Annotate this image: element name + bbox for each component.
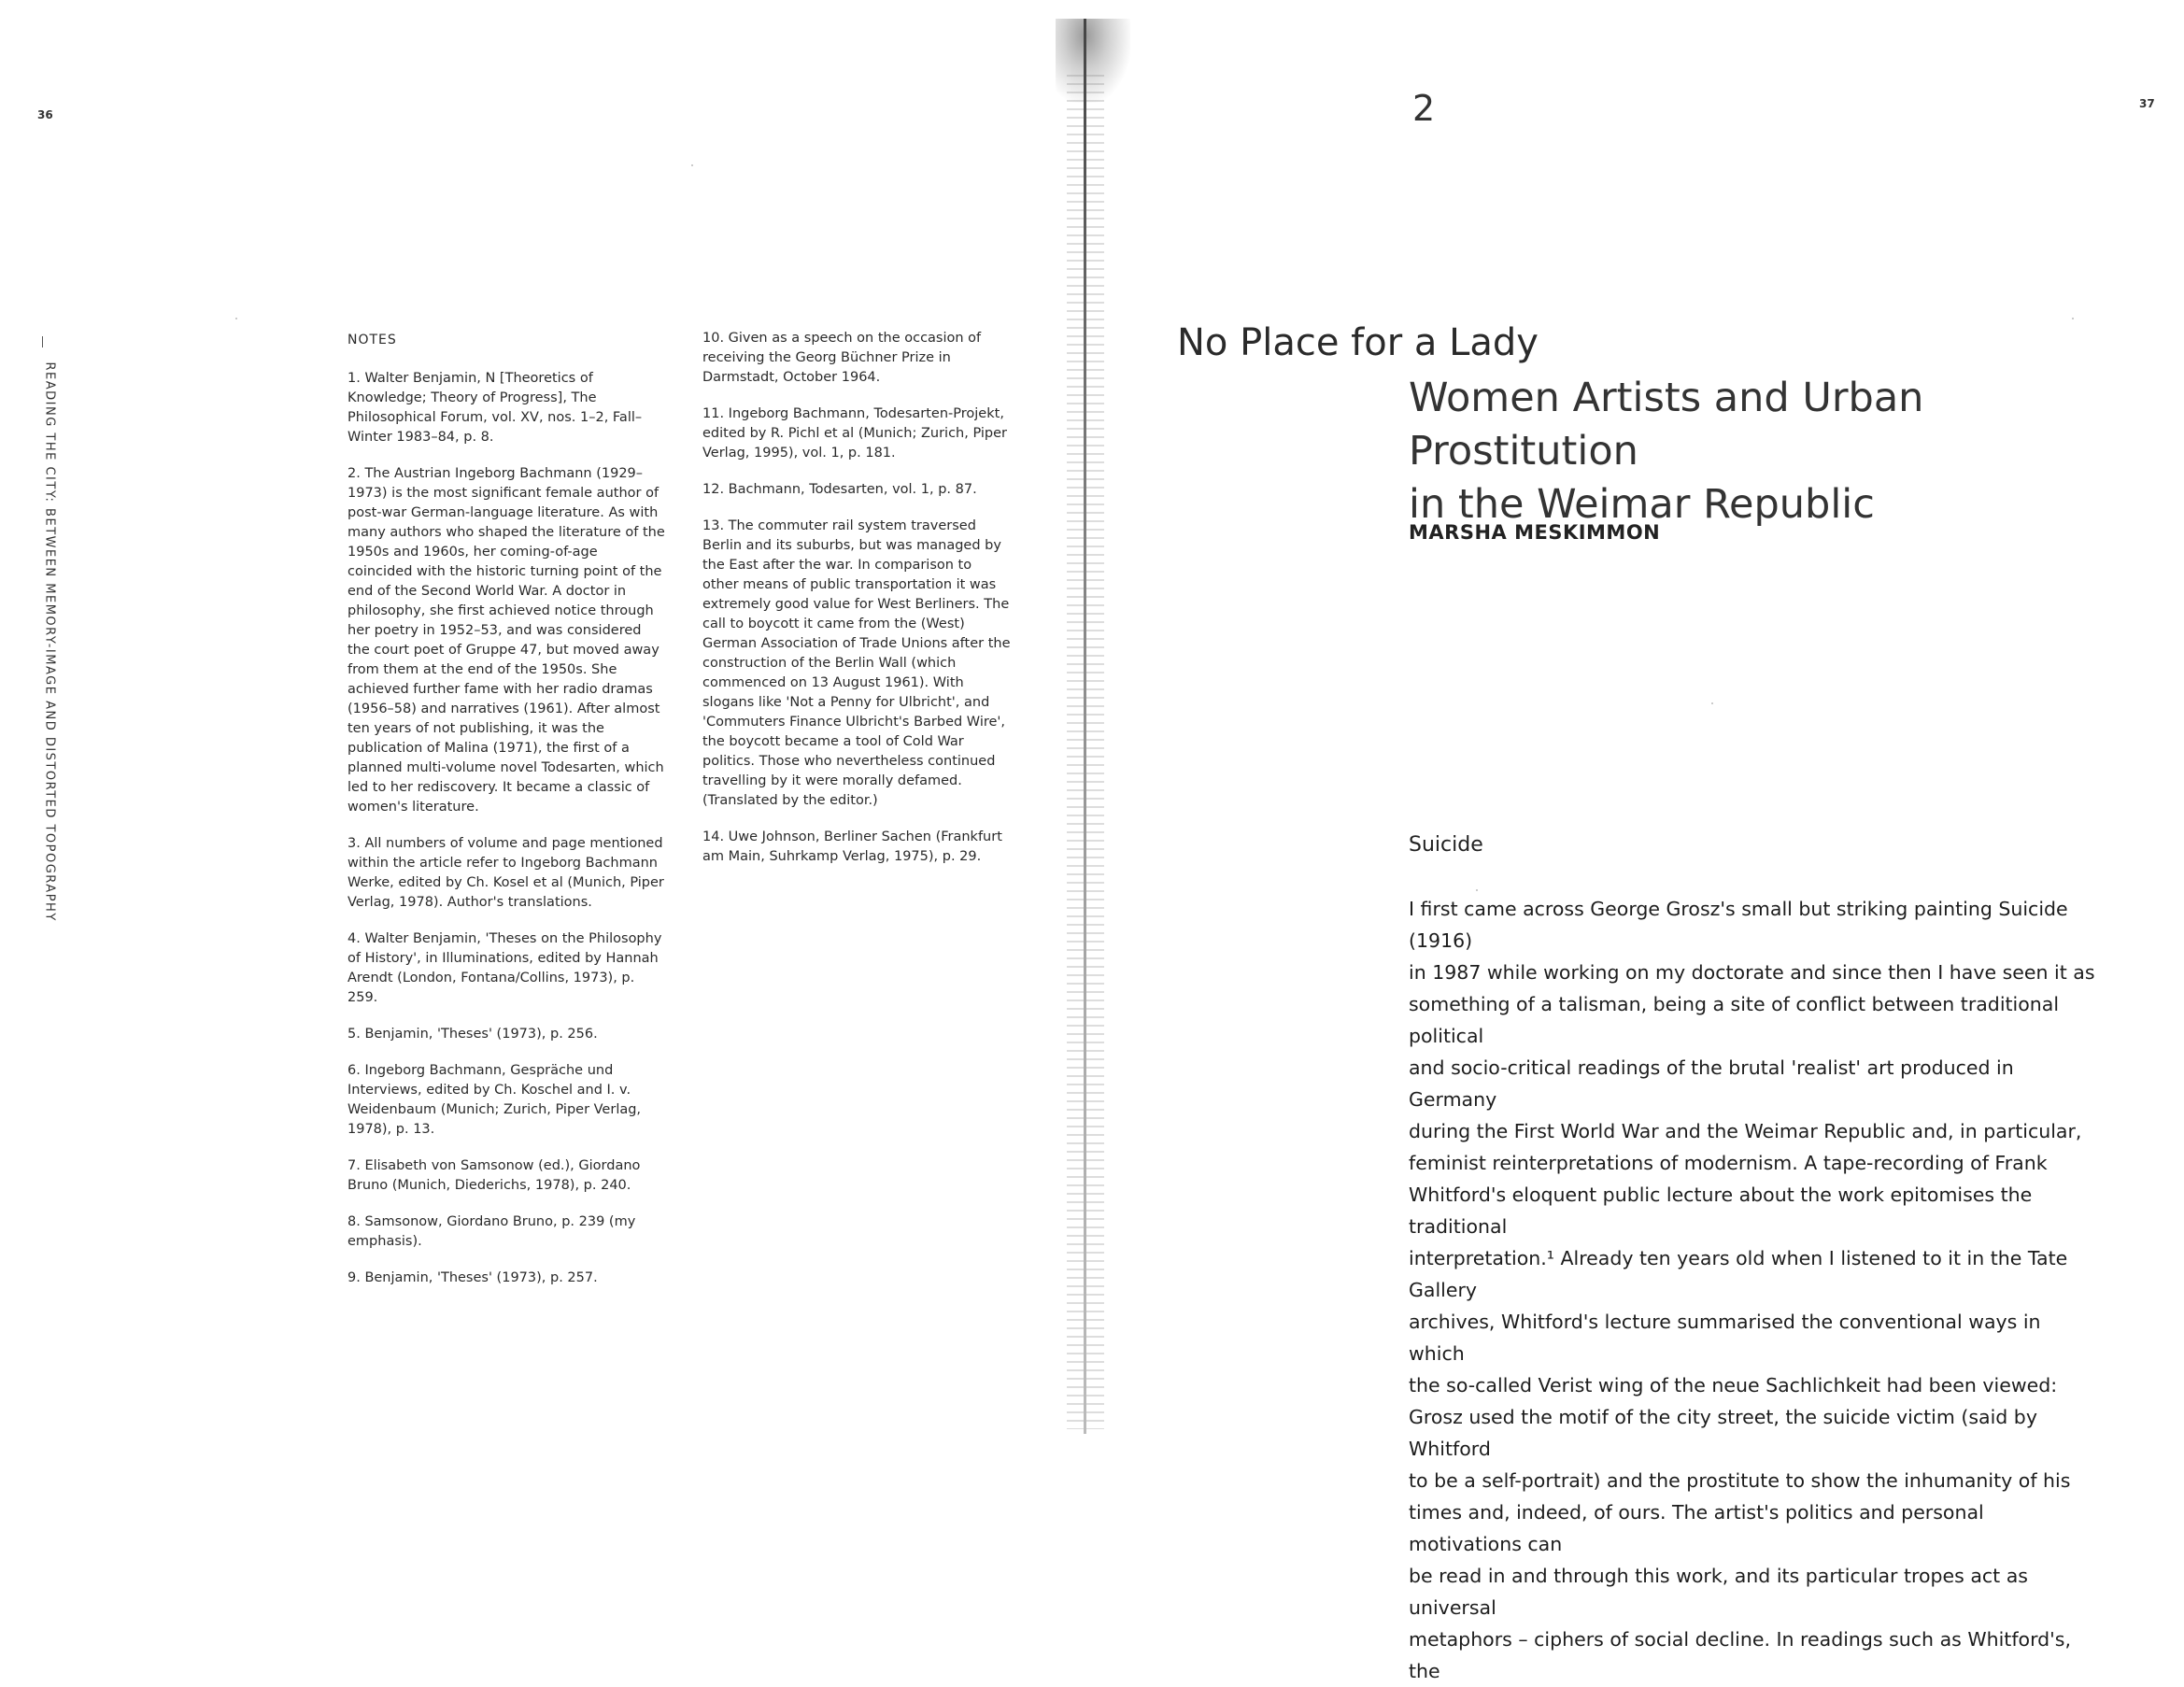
scan-speck [691,164,693,166]
scan-speck [1711,702,1713,704]
note-11: 11. Ingeborg Bachmann, Todesarten-Projekt, edited by R. Pichl et al (Munich; Zurich, Piper Verlag, 1995), vol. 1, p. 181. [702,406,1008,461]
body-text [1409,893,2100,1687]
scan-speck [2072,318,2074,319]
body-line: Grosz used the motif of the city street, the suicide victim (said by Whitford [1409,1406,2037,1460]
note-1: 1. Walter Benjamin, N [Theoretics of Knowledge; Theory of Progress], The Philosophical Forum, vol. XV, nos. 1–2, Fall–Winter 1983–84, p. 8. [347,371,643,445]
body-line: during the First World War and the Weimar Republic and, in particular, [1409,1120,2082,1142]
chapter-title: No Place for a Lady [1177,321,1539,364]
running-head-rule [42,336,43,347]
scan-speck [235,318,237,319]
body-line: metaphors – ciphers of social decline. In readings such as Whitford's, the [1409,1628,2071,1682]
body-line: times and, indeed, of ours. The artist's politics and personal motivations can [1409,1501,1984,1555]
note-7: 7. Elisabeth von Samsonow (ed.), Giordano Bruno (Munich, Diederichs, 1978), p. 240. [347,1158,641,1193]
body-line: something of a talisman, being a site of conflict between traditional political [1409,993,2060,1047]
note-3: 3. All numbers of volume and page mentioned within the article refer to Ingeborg Bachmann Werke, edited by Ch. Kosel et al (Munich, Piper Verlag, 1978). Author's translations. [347,836,664,910]
body-line: the so-called Verist wing of the neue Sachlichkeit had been viewed: [1409,1374,2058,1396]
body-line: Whitford's eloquent public lecture about the work epitomises the traditional [1409,1184,2033,1238]
chapter-number: 2 [1412,88,1436,129]
note-6: 6. Ingeborg Bachmann, Gespräche und Interviews, edited by Ch. Koschel and I. v. Weidenbaum (Munich; Zurich, Piper Verlag, 1978), p. 13. [347,1063,642,1137]
notes-column-2 [702,329,1011,884]
subtitle-line-1: Women Artists and Urban Prostitution [1409,375,1924,475]
note-10: 10. Given as a speech on the occasion of receiving the Georg Büchner Prize in Darmstadt, October 1964. [702,331,982,385]
running-head-text: READING THE CITY: BETWEEN MEMORY-IMAGE AND DISTORTED TOPOGRAPHY [42,362,57,922]
author-name: MARSHA MESKIMMON [1409,521,1661,544]
page-number-left: 36 [37,108,53,121]
section-heading: Suicide [1409,833,1483,857]
body-line: interpretation.¹ Already ten years old when I listened to it in the Tate Gallery [1409,1247,2068,1301]
running-head [35,336,57,922]
body-line: be read in and through this work, and its particular tropes act as universal [1409,1565,2028,1619]
note-4: 4. Walter Benjamin, 'Theses on the Philosophy of History', in Illuminations, edited by Hannah Arendt (London, Fontana/Collins, 1973), p. 259. [347,931,662,1005]
note-2: 2. The Austrian Ingeborg Bachmann (1929–1973) is the most significant female author of post-war German-language literature. As with many authors who shaped the literature of the 1950s and 1960s, her coming-of-age coincided with the historic turning point of the end of the Second World War. A doctor in philosophy, she first achieved notice through her poetry in 1952–53, and was considered the court poet of Gruppe 47, but moved away from them at the end of the 1950s. She achieved further fame with her radio dramas (1956–58) and narratives (1961). After almost ten years of not publishing, it was the publication of Malina (1971), the first of a planned multi-volume novel Todesarten, which led to her rediscovery. It became a classic of women's literature. [347,466,665,815]
body-line: in 1987 while working on my doctorate and since then I have seen it as [1409,961,2095,984]
note-14: 14. Uwe Johnson, Berliner Sachen (Frankfurt am Main, Suhrkamp Verlag, 1975), p. 29. [702,829,1002,864]
book-gutter [1056,19,1130,1434]
body-line: archives, Whitford's lecture summarised the conventional ways in which [1409,1311,2041,1365]
notes-heading: NOTES [347,333,397,347]
note-8: 8. Samsonow, Giordano Bruno, p. 239 (my emphasis). [347,1214,636,1249]
body-line: I first came across George Grosz's small but striking painting Suicide (1916) [1409,898,2068,952]
note-9: 9. Benjamin, 'Theses' (1973), p. 257. [347,1270,598,1285]
body-line: and socio-critical readings of the brutal 'realist' art produced in Germany [1409,1056,2014,1111]
subtitle-line-2: in the Weimar Republic [1409,481,1875,528]
note-5: 5. Benjamin, 'Theses' (1973), p. 256. [347,1027,598,1042]
body-line: to be a self-portrait) and the prostitute to show the inhumanity of his [1409,1469,2071,1492]
note-13: 13. The commuter rail system traversed Berlin and its suburbs, but was managed by the East after the war. In comparison to other means of public transportation it was extremely good value for West Berliners. The call to boycott it came from the (West) German Association of Trade Unions after the construction of the Berlin Wall (which commenced on 13 August 1961). With slogans like 'Not a Penny for Ulbricht', and 'Commuters Finance Ulbricht's Barbed Wire', the boycott became a tool of Cold War politics. Those who nevertheless continued travelling by it were morally defamed. (Translated by the editor.) [702,518,1011,808]
gutter-line [1084,19,1086,1434]
scan-speck [1476,889,1478,891]
note-12: 12. Bachmann, Todesarten, vol. 1, p. 87. [702,482,977,497]
notes-column-1 [347,331,665,1305]
page-number-right: 37 [2139,97,2155,110]
body-line: feminist reinterpretations of modernism. A tape-recording of Frank [1409,1152,2048,1174]
chapter-subtitle [1409,372,2100,532]
